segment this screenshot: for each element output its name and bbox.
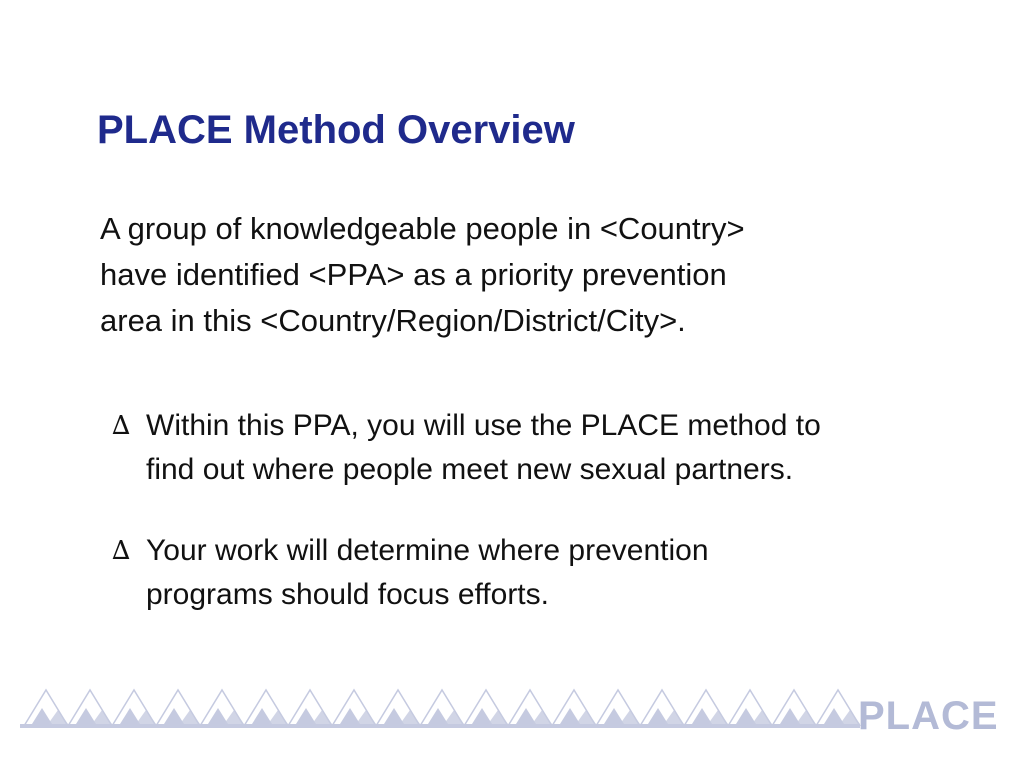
footer-triangle <box>796 710 816 724</box>
bullet-line: Within this PPA, you will use the PLACE method to <box>146 409 821 442</box>
bullet-item <box>112 529 1012 617</box>
footer-triangle <box>648 708 668 724</box>
footer-triangle <box>252 708 272 724</box>
footer-triangle <box>384 708 404 724</box>
footer-triangle <box>692 708 712 724</box>
bullet-line: Your work will determine where prevention <box>146 534 709 567</box>
footer-triangle <box>76 708 96 724</box>
footer-triangle <box>120 708 140 724</box>
footer-triangle <box>532 710 552 724</box>
footer-triangle <box>840 710 860 724</box>
footer-triangle <box>620 710 640 724</box>
footer-triangle <box>180 710 200 724</box>
footer-triangle <box>312 710 332 724</box>
footer-triangle <box>488 710 508 724</box>
footer-triangle <box>780 708 800 724</box>
footer-triangle <box>444 710 464 724</box>
footer-triangle <box>224 710 244 724</box>
footer-triangle <box>428 708 448 724</box>
footer-triangle <box>708 710 728 724</box>
footer-triangle <box>136 710 156 724</box>
intro-line: A group of knowledgeable people in <Country> <box>100 211 745 246</box>
footer-triangle <box>576 710 596 724</box>
footer-triangle <box>340 708 360 724</box>
footer-triangle <box>824 708 844 724</box>
delta-bullet-icon: ∆ <box>112 536 131 566</box>
footer-triangle <box>296 708 316 724</box>
footer-triangle <box>208 708 228 724</box>
footer-triangle <box>400 710 420 724</box>
intro-line: area in this <Country/Region/District/City>. <box>100 303 686 338</box>
delta-bullet-icon: ∆ <box>112 411 131 441</box>
bullet-list <box>112 404 1012 654</box>
bullet-line: find out where people meet new sexual partners. <box>146 453 794 486</box>
bullet-item <box>112 404 1012 492</box>
footer-triangle <box>92 710 112 724</box>
footer-triangle <box>472 708 492 724</box>
footer-triangle <box>516 708 536 724</box>
bullet-line: programs should focus efforts. <box>146 578 549 611</box>
footer-triangle <box>356 710 376 724</box>
slide-title: PLACE Method Overview <box>97 108 575 152</box>
footer-triangle <box>736 708 756 724</box>
footer-triangle <box>752 710 772 724</box>
footer-triangle <box>164 708 184 724</box>
footer-triangle <box>560 708 580 724</box>
footer-triangle <box>604 708 624 724</box>
intro-line: have identified <PPA> as a priority prevention <box>100 257 727 292</box>
footer-band-line <box>20 724 860 728</box>
footer-triangle <box>32 708 52 724</box>
footer-triangle <box>48 710 68 724</box>
footer-triangle <box>664 710 684 724</box>
place-logo: PLACE <box>858 694 999 738</box>
intro-paragraph <box>100 206 1000 344</box>
footer-triangle <box>268 710 288 724</box>
triangle-pattern <box>20 690 860 728</box>
